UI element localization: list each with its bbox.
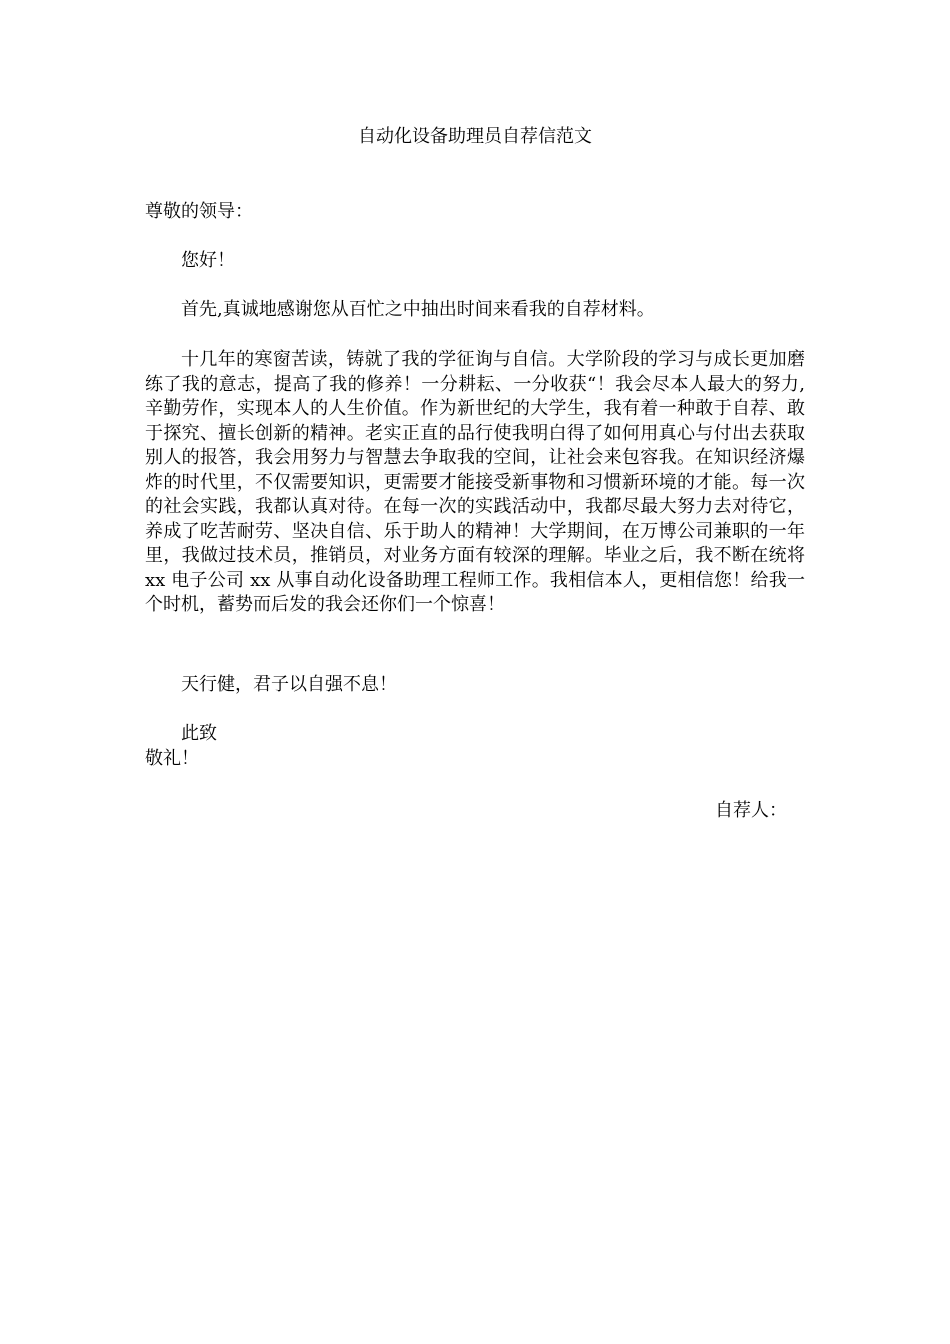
greeting: 您好！ — [181, 250, 235, 271]
closing-line-1: 此致 — [181, 723, 217, 744]
motto: 天行健，君子以自强不息！ — [181, 674, 397, 695]
paragraph-thanks: 首先,真诚地感谢您从百忙之中抽出时间来看我的自荐材料。 — [181, 299, 655, 320]
signature: 自荐人： — [715, 800, 787, 821]
closing-line-2: 敬礼！ — [145, 748, 199, 769]
document-title: 自动化设备助理员自荐信范文 — [358, 126, 592, 147]
salutation: 尊敬的领导： — [145, 201, 253, 222]
paragraph-self-introduction: 十几年的寒窗苦读，铸就了我的学征询与自信。大学阶段的学习与成长更加磨练了我的意志，提高了我的修养！一分耕耘、一分收获“！我会尽本人最大的努力,辛勤劳作，实现本人的人生价值。作为新世纪的大学生，我有着一种敢于自荐、敢于探究、擅长创新的精神。老实正直的品行使我明白得了如何用真心与付出去获取别人的报答，我会用努力与智慧去争取我的空间，让社会来包容我。在知识经济爆炸的时代里，不仅需要知识，更需要才能接受新事物和习惯新环境的才能。每一次的社会实践，我都认真对待。在每一次的实践活动中，我都尽最大努力去对待它，养成了吃苦耐劳、坚决自信、乐于助人的精神！大学期间，在万博公司兼职的一年里，我做过技术员，推销员，对业务方面有较深的理解。毕业之后，我不断在统将 xx 电子公司 xx 从事自动化设备助理工程师工作。我相信本人，更相信您！给我一个时机，蓄势而后发的我会还你们一个惊喜！ — [145, 349, 805, 615]
